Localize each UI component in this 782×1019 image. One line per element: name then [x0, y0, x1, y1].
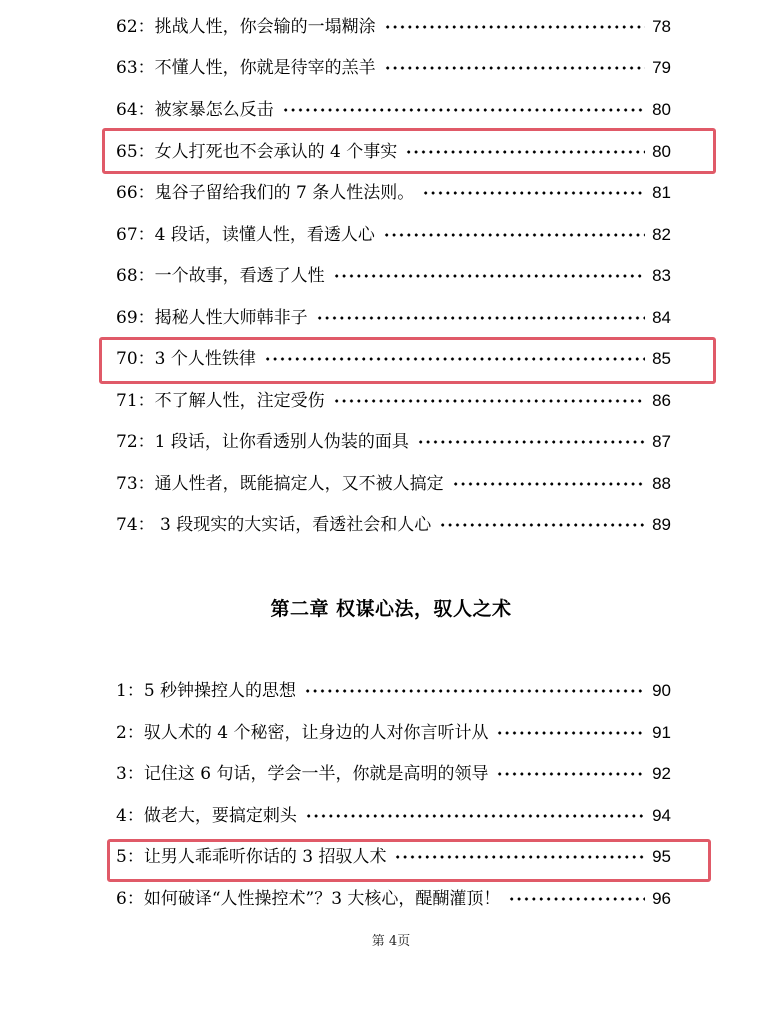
- toc-entry-title: 68：一个故事，看透了人性: [116, 266, 325, 286]
- toc-entry-title: 67：4 段话，读懂人性，看透人心: [116, 225, 375, 245]
- toc-entry[interactable]: [116, 884, 671, 914]
- toc-entry-title: 2：驭人术的 4 个秘密，让身边的人对你言听计从: [116, 723, 489, 743]
- toc-entry-page: 89: [652, 515, 671, 534]
- dot-leader: [496, 730, 645, 736]
- dot-leader: [383, 232, 645, 238]
- dot-leader: [333, 398, 645, 404]
- toc-entry[interactable]: [116, 95, 671, 125]
- toc-entry-title: 73：通人性者，既能搞定人，又不被人搞定: [116, 474, 444, 494]
- toc-entry-page: 95: [652, 847, 671, 866]
- toc-entry-page: 92: [652, 764, 671, 783]
- toc-entry[interactable]: [116, 53, 671, 83]
- dot-leader: [333, 273, 645, 279]
- dot-leader: [304, 688, 645, 694]
- toc-entry[interactable]: [116, 303, 671, 333]
- toc-entry-title: 5：让男人乖乖听你话的 3 招驭人术: [116, 847, 387, 867]
- toc-entry-title: 63：不懂人性，你就是待宰的羔羊: [116, 58, 376, 78]
- toc-entry-page: 79: [652, 58, 671, 77]
- toc-entry-title: 71：不了解人性，注定受伤: [116, 391, 325, 411]
- toc-entry-page: 83: [652, 266, 671, 285]
- toc-entry[interactable]: [116, 718, 671, 748]
- toc-entry-title: 62：挑战人性，你会输的一塌糊涂: [116, 17, 376, 37]
- toc-entry-title: 1：5 秒钟操控人的思想: [116, 681, 297, 701]
- toc-entry-page: 85: [652, 349, 671, 368]
- toc-entry-title: 69：揭秘人性大师韩非子: [116, 308, 308, 328]
- toc-entry-page: 94: [652, 806, 671, 825]
- toc-entry[interactable]: [116, 220, 671, 250]
- toc-entry-page: 88: [652, 474, 671, 493]
- toc-entry-page: 81: [652, 183, 671, 202]
- toc-entry-page: 78: [652, 17, 671, 36]
- toc-entry-title: 70：3 个人性铁律: [116, 349, 256, 369]
- dot-leader: [384, 65, 645, 71]
- toc-entry-title: 6：如何破译“人性操控术”？3 大核心，醍醐灌顶！: [116, 889, 501, 909]
- toc-entry-title: 3：记住这 6 句话，学会一半，你就是高明的领导: [116, 764, 489, 784]
- toc-entry[interactable]: [116, 386, 671, 416]
- toc-entry[interactable]: [116, 759, 671, 789]
- dot-leader: [316, 315, 645, 321]
- highlight-box: [107, 839, 711, 882]
- toc-entry[interactable]: [116, 12, 671, 42]
- toc-entry-page: 82: [652, 225, 671, 244]
- dot-leader: [417, 439, 645, 445]
- toc-entry[interactable]: [116, 801, 671, 831]
- dot-leader: [384, 24, 645, 30]
- toc-entry-page: 91: [652, 723, 671, 742]
- highlight-box: [99, 337, 716, 384]
- dot-leader: [439, 522, 645, 528]
- dot-leader: [508, 896, 645, 902]
- toc-entry-page: 80: [652, 100, 671, 119]
- toc-entry-title: 74： 3 段现实的大实话，看透社会和人心: [116, 515, 432, 535]
- toc-entry-page: 86: [652, 391, 671, 410]
- toc-entry-title: 66：鬼谷子留给我们的 7 条人性法则。: [116, 183, 415, 203]
- page-number: 第 4页: [371, 934, 411, 949]
- chapter-heading: 第二章 权谋心法，驭人之术: [270, 598, 512, 620]
- toc-entry-page: 80: [652, 142, 671, 161]
- toc-entry-title: 65：女人打死也不会承认的 4 个事实: [116, 142, 398, 162]
- toc-entry[interactable]: [116, 427, 671, 457]
- toc-entry[interactable]: [116, 676, 671, 706]
- toc-entry-title: 4：做老大，要搞定刺头: [116, 806, 297, 826]
- dot-leader: [452, 481, 645, 487]
- toc-entry[interactable]: [116, 469, 671, 499]
- toc-entry-title: 64：被家暴怎么反击: [116, 100, 274, 120]
- toc-entry-page: 84: [652, 308, 671, 327]
- toc-entry[interactable]: [116, 261, 671, 291]
- toc-entry-title: 72：1 段话，让你看透别人伪装的面具: [116, 432, 409, 452]
- toc-entry-page: 87: [652, 432, 671, 451]
- dot-leader: [282, 107, 645, 113]
- toc-entry[interactable]: [116, 510, 671, 540]
- highlight-box: [102, 128, 716, 174]
- toc-entry-page: 90: [652, 681, 671, 700]
- toc-entry-page: 96: [652, 889, 671, 908]
- dot-leader: [496, 771, 645, 777]
- dot-leader: [305, 813, 645, 819]
- toc-entry[interactable]: [116, 178, 671, 208]
- dot-leader: [422, 190, 645, 196]
